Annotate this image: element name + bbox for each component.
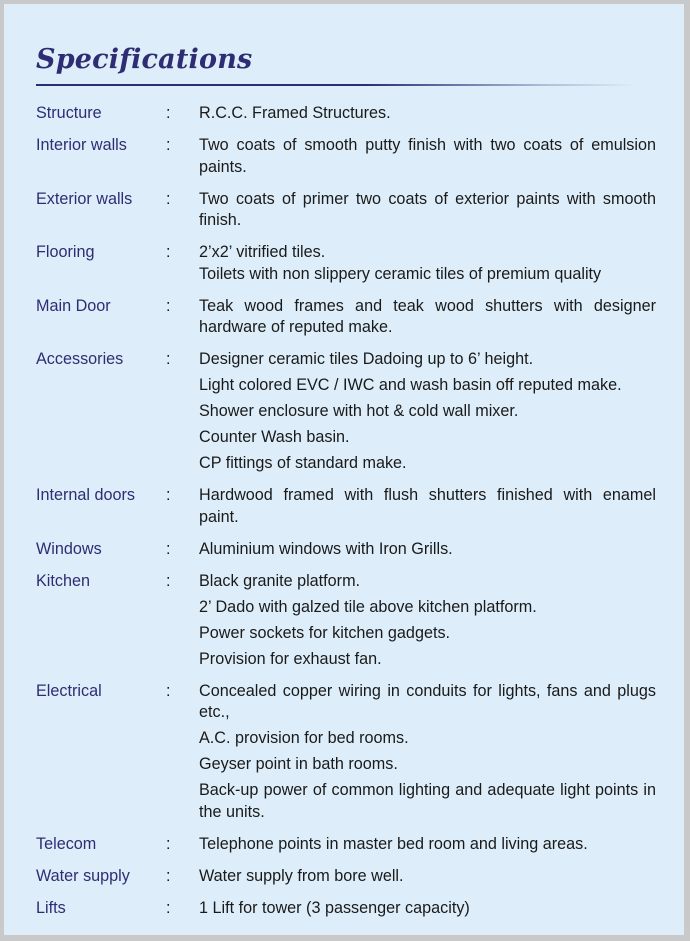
- spec-label: Interior walls: [36, 136, 127, 154]
- spec-value: Two coats of primer two coats of exterior paints with smooth finish.: [199, 189, 656, 229]
- spec-label: Water supply: [36, 866, 130, 885]
- spec-values: [199, 898, 656, 920]
- spec-value: Hardwood framed with flush shutters finished with enamel paint.: [199, 486, 656, 526]
- spec-row: [36, 296, 656, 339]
- spec-value: R.C.C. Framed Structures.: [199, 104, 391, 122]
- spec-separator: :: [166, 571, 171, 590]
- spec-separator: :: [166, 834, 171, 853]
- spec-row: [36, 681, 656, 824]
- spec-values: [199, 681, 656, 824]
- spec-value: 2’x2’ vitrified tiles.: [199, 243, 326, 261]
- spec-value: Shower enclosure with hot & cold wall mixer.: [199, 402, 519, 420]
- spec-value: Counter Wash basin.: [199, 428, 350, 446]
- spec-value: Provision for exhaust fan.: [199, 649, 382, 668]
- spec-value: Teak wood frames and teak wood shutters with designer hardware of reputed make.: [199, 296, 656, 336]
- spec-label: Structure: [36, 104, 102, 122]
- spec-value: CP fittings of standard make.: [199, 454, 407, 472]
- spec-label: Main Door: [36, 296, 111, 315]
- spec-separator: :: [166, 539, 171, 558]
- spec-label: Telecom: [36, 834, 97, 853]
- spec-separator: :: [166, 296, 171, 315]
- spec-row: [36, 485, 656, 528]
- spec-value: Concealed copper wiring in conduits for lights, fans and plugs etc.,: [199, 681, 656, 721]
- spec-value: Telephone points in master bed room and living areas.: [199, 834, 588, 853]
- spec-separator: :: [166, 104, 171, 122]
- spec-values: [199, 571, 656, 671]
- spec-values: [199, 539, 656, 561]
- spec-separator: :: [166, 898, 171, 917]
- spec-label: Exterior walls: [36, 189, 133, 208]
- specifications-panel: [4, 4, 684, 935]
- spec-value: 1 Lift for tower (3 passenger capacity): [199, 898, 470, 917]
- spec-values: [199, 349, 656, 475]
- spec-separator: :: [166, 189, 171, 208]
- spec-values: [199, 866, 656, 888]
- spec-row: [36, 539, 656, 561]
- spec-label: Accessories: [36, 350, 124, 368]
- spec-value: Geyser point in bath rooms.: [199, 755, 398, 773]
- spec-row: [36, 834, 656, 856]
- spec-label: Flooring: [36, 243, 95, 261]
- spec-values: [199, 135, 656, 178]
- page-title: Specifications: [36, 44, 253, 75]
- spec-values: [199, 189, 656, 232]
- spec-value: Toilets with non slippery ceramic tiles of premium quality: [199, 264, 602, 283]
- spec-value: Power sockets for kitchen gadgets.: [199, 623, 451, 642]
- spec-row: [36, 242, 656, 285]
- spec-label: Lifts: [36, 898, 66, 917]
- title-underline: [36, 84, 636, 86]
- spec-value: Two coats of smooth putty finish with two coats of emulsion paints.: [199, 136, 656, 176]
- specifications-list: [36, 103, 656, 930]
- spec-separator: :: [166, 350, 171, 368]
- spec-values: [199, 485, 656, 528]
- spec-value: Light colored EVC / IWC and wash basin off reputed make.: [199, 376, 622, 394]
- spec-row: [36, 866, 656, 888]
- spec-label: Windows: [36, 539, 102, 558]
- spec-row: [36, 898, 656, 920]
- spec-label: Electrical: [36, 681, 102, 700]
- spec-label: Kitchen: [36, 571, 90, 590]
- spec-values: [199, 296, 656, 339]
- spec-row: [36, 103, 656, 125]
- spec-value: Designer ceramic tiles Dadoing up to 6’ height.: [199, 350, 534, 368]
- spec-row: [36, 189, 656, 232]
- spec-separator: :: [166, 681, 171, 700]
- spec-label: Internal doors: [36, 486, 135, 504]
- spec-separator: :: [166, 486, 171, 504]
- spec-value: A.C. provision for bed rooms.: [199, 729, 409, 747]
- spec-row: [36, 571, 656, 671]
- spec-value: Water supply from bore well.: [199, 866, 404, 885]
- spec-separator: :: [166, 136, 171, 154]
- spec-value: 2’ Dado with galzed tile above kitchen platform.: [199, 597, 537, 616]
- spec-values: [199, 242, 656, 285]
- spec-value: Back-up power of common lighting and adequate light points in the units.: [199, 781, 656, 821]
- spec-values: [199, 834, 656, 856]
- spec-value: Aluminium windows with Iron Grills.: [199, 539, 453, 558]
- spec-value: Black granite platform.: [199, 571, 361, 590]
- spec-separator: :: [166, 243, 171, 261]
- spec-row: [36, 349, 656, 475]
- spec-separator: :: [166, 866, 171, 885]
- spec-row: [36, 135, 656, 178]
- spec-values: [199, 103, 656, 125]
